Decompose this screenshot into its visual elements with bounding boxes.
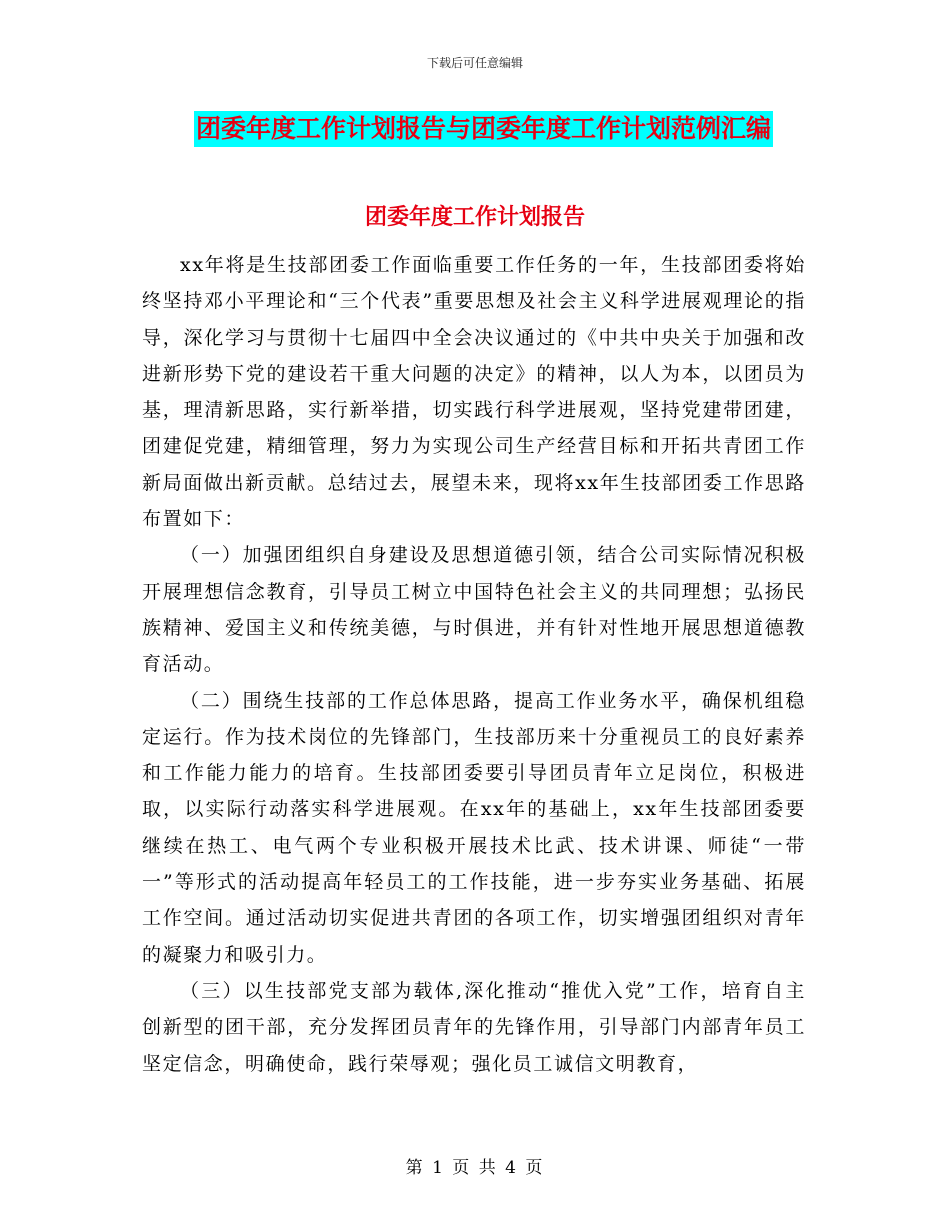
paragraph-item-2: （二）围绕生技部的工作总体思路，提高工作业务水平，确保机组稳定运行。作为技术岗位的先锋部门，生技部历来十分重视员工的良好素养和工作能力能力的培育。生技部团委要引导团员青年立足岗位，积极进取，以实际行动落实科学进展观。在xx年的基础上，xx年生技部团委要继续在热工、电气两个专业积极开展技术比武、技术讲课、师徒“一带一”等形式的活动提高年轻员工的工作技能，进一步夯实业务基础、拓展工作空间。通过活动切实促进共青团的各项工作，切实增强团组织对青年的凝聚力和吸引力。 (142, 689, 806, 966)
document-title: 团委年度工作计划报告与团委年度工作计划范例汇编 (194, 111, 773, 147)
paragraph-item-1: （一）加强团组织自身建设及思想道德引领，结合公司实际情况积极开展理想信念教育，引导员工树立中国特色社会主义的共同理想；弘扬民族精神、爱国主义和传统美德，与时俱进，并有针对性地开展思想道德教育活动。 (142, 544, 806, 676)
page-number-footer: 第 1 页 共 4 页 (405, 1158, 545, 1178)
paragraph-item-3: （三）以生技部党支部为载体,深化推动“推优入党”工作，培育自主创新型的团干部，充分发挥团员青年的先锋作用，引导部门内部青年员工坚定信念，明确使命，践行荣辱观；强化员工诚信文明教育， (142, 979, 806, 1075)
document-body (142, 247, 806, 1082)
section-title: 团委年度工作计划报告 (364, 205, 585, 230)
paragraph-intro: xx年将是生技部团委工作面临重要工作任务的一年，生技部团委将始终坚持邓小平理论和“三个代表”重要思想及社会主义科学进展观理论的指导，深化学习与贯彻十七届四中全会决议通过的《中共中央关于加强和改进新形势下党的建设若干重大问题的决定》的精神，以人为本，以团员为基，理清新思路，实行新举措，切实践行科学进展观，坚持党建带团建，团建促党建，精细管理，努力为实现公司生产经营目标和开拓共青团工作新局面做出新贡献。总结过去，展望未来，现将xx年生技部团委工作思路布置如下： (142, 254, 806, 531)
header-note: 下载后可任意编辑 (426, 56, 523, 70)
